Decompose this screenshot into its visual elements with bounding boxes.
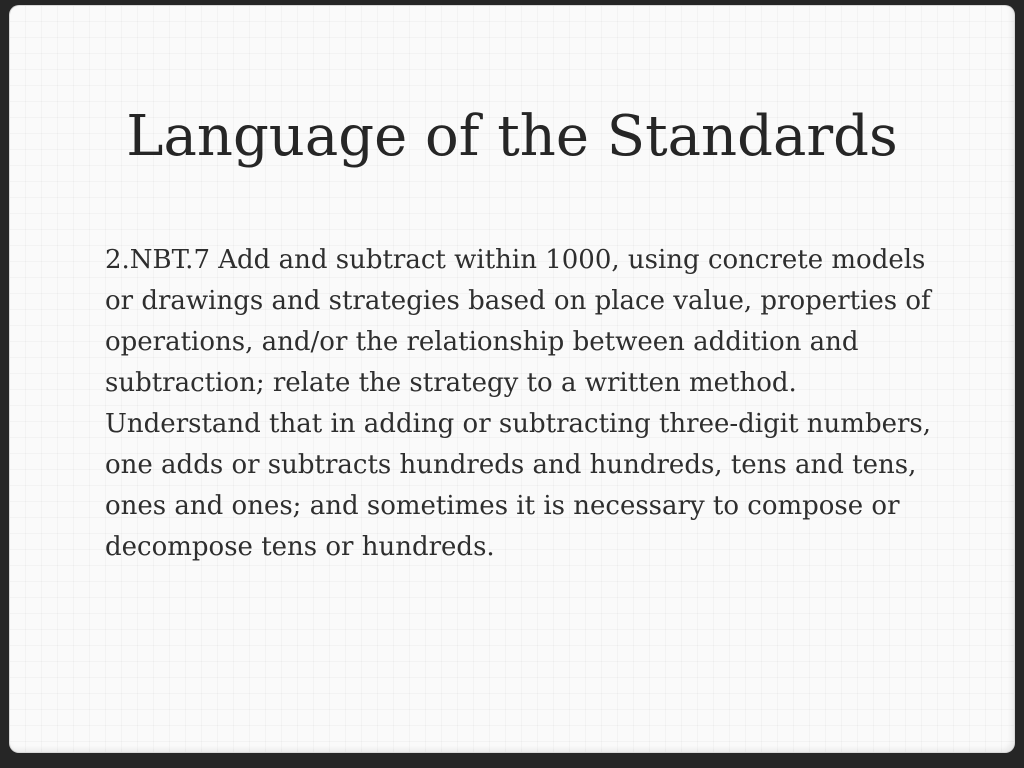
slide-body-text: 2.NBT.7 Add and subtract within 1000, using concrete models or drawings and strategies based on place value, properties of operations, and/or the relationship between addition and subtraction; relate the strategy to a written method. Understand that in adding or subtracting three-digit numbers, one adds or subtracts hundreds and hundreds, tens and tens, ones and ones; and sometimes it is necessary to compose or decompose tens or hundreds. <box>105 245 932 562</box>
slide-title: Language of the Standards <box>126 104 898 169</box>
slide <box>9 5 1015 753</box>
